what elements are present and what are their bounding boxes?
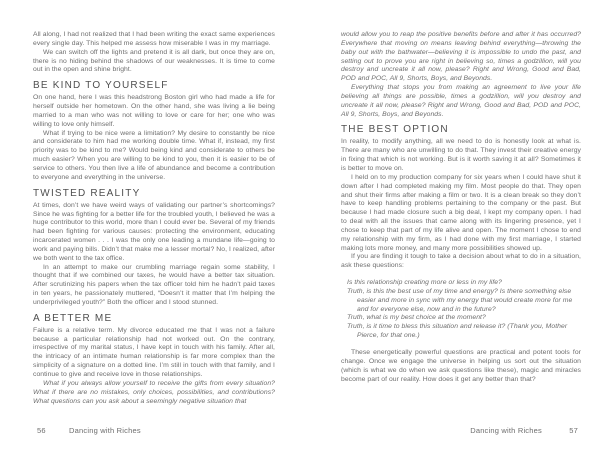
- question-line: Is this relationship creating more or less in my life?: [347, 279, 502, 287]
- paragraph: would allow you to reap the positive benefits before and after it has occurred? Everywhere that moving on means leaving behind everything—throwing the baby out with the bathwater—believing it is impossible to undo the past, and setting out to prove you are right in believing so, times a godzillion, will you destroy and uncreate it all now, please? Right and Wrong, Good and Bad, POD and POC, All 9, Shorts, Boys, and Beyonds.: [341, 31, 581, 83]
- question-line: Truth, what is my best choice at the moment?: [347, 314, 486, 322]
- section-heading: BE KIND TO YOURSELF: [33, 80, 169, 92]
- section-heading: TWISTED REALITY: [33, 187, 141, 199]
- page-left-footer: [37, 426, 141, 435]
- question-line: Truth, is it time to bless this situation and release it? (Thank you, Mother Pierce, for that one.): [347, 323, 568, 340]
- paragraph: In reality, to modify anything, all we need to do is honestly look at what is. There are many who are unwilling to do that. They invest their creative energy in fixing that which is not working. But is it worth saving it at all? Sometimes it is better to move on.: [341, 138, 581, 172]
- paragraph: Everything that stops you from making an agreement to live your life believing all things are possible, times a godzillion, will you destroy and uncreate it all now, please? Right and Wrong, Good and Bad, POD and POC, All 9, Shorts, Boys, and Beyonds.: [341, 84, 581, 118]
- section-heading: THE BEST OPTION: [341, 124, 449, 136]
- question-block: [347, 279, 581, 341]
- paragraph: Failure is a relative term. My divorce educated me that I was not a failure because a particular relationship had not worked out. On the contrary, irrespective of my marital status, I have kept in touch with his family. After all, the intricacy of an intimate human relationship is far more complex than the simplicity of a signature on a dotted line. I’m still in touch with that family, and I continue to give and receive love in those relationships.: [33, 326, 275, 378]
- paragraph: These energetically powerful questions are practical and potent tools for change. Once we engage the universe in helping us sort out the situation (which is what we do when we ask questions like these), magic and miracles become part of our reality. How does it get any better than that?: [341, 349, 581, 383]
- paragraph: At times, don’t we have weird ways of validating our partner’s shortcomings? Since he was fighting for a better life for the troubled youth, I believed he was a huge contributor to this world, more than I could ever be. Several of my friends had been fighting for various causes: protecting the environment, educating incarcerated women . . . I was the only one leading a mundane life—going to work and paying bills. Didn’t that make me a lesser mortal? No, I realized, after we both went to the tax office.: [33, 201, 275, 262]
- paragraph: If you are finding it tough to take a decision about what to do in a situation, ask these questions:: [341, 253, 581, 270]
- running-title: Dancing with Riches: [69, 426, 141, 435]
- paragraph: We can switch off the lights and pretend it is all dark, but once they are on, there is no hiding behind the shadows of our weaknesses. It is time to come out in the open and shine bright.: [33, 48, 275, 74]
- page-left-content: [33, 31, 275, 406]
- paragraph: In an attempt to make our crumbling marriage regain some stability, I thought that if we combined our taxes, he would have a better tax situation. After scrutinizing his papers when the tax officer told him he hadn’t paid taxes in ten years, he passionately muttered, “Doesn’t it matter that I’m helping the underprivileged youth?” Both the officer and I stood stunned.: [33, 263, 275, 306]
- page-right-footer: [470, 426, 578, 435]
- section-heading: A BETTER ME: [33, 312, 113, 324]
- page-number: 56: [37, 426, 46, 435]
- paragraph: All along, I had not realized that I had been writing the exact same experiences every single day. This helped me assess how miserable I was in my marriage.: [33, 31, 275, 47]
- running-title: Dancing with Riches: [470, 426, 542, 435]
- page-right-content: [341, 31, 581, 384]
- question-line: Truth, is this the best use of my time and energy? Is there something else easier and more in sync with my energy that would create more for me and for everyone else, now and in the future?: [347, 287, 573, 313]
- paragraph: What if you always allow yourself to receive the gifts from every situation? What if there are no mistakes, only choices, possibilities, and contributions? What questions can you ask about a seemingly negative situation that: [33, 379, 275, 405]
- paragraph: I held on to my production company for six years when I could have shut it down after I had completed making my film. Most people do that. They open and shut their firms after making a film or two. It is a clean break so they don’t have to keep handling problems pertaining to the company or the past. But because I had made closure such a big deal, I kept my company open. I had to deal with all the issues that came along with its lingering presence, yet I chose to keep that part of my life alive and open. The moment I chose to end my relationship with my firm, as I had done with my first marriage, I started making lots more money, and many more possibilities showed up.: [341, 173, 581, 252]
- paragraph: On one hand, here I was this headstrong Boston girl who had made a life for herself outside her hometown. On the other hand, she was living a lie being married to a man who was not willing to love or care for her; one who was willing to love only himself.: [33, 94, 275, 128]
- paragraph: What if trying to be nice were a limitation? My desire to constantly be nice and considerate to him had me working double time. What if, instead, my first priority was to be kind to me? Would being kind and considerate to others be much easier? When you are willing to be kind to you, then it is easier to be of service to others. You then live a life of abundance and become a contribution to everyone and everything in the universe.: [33, 129, 275, 181]
- page-number: 57: [569, 426, 578, 435]
